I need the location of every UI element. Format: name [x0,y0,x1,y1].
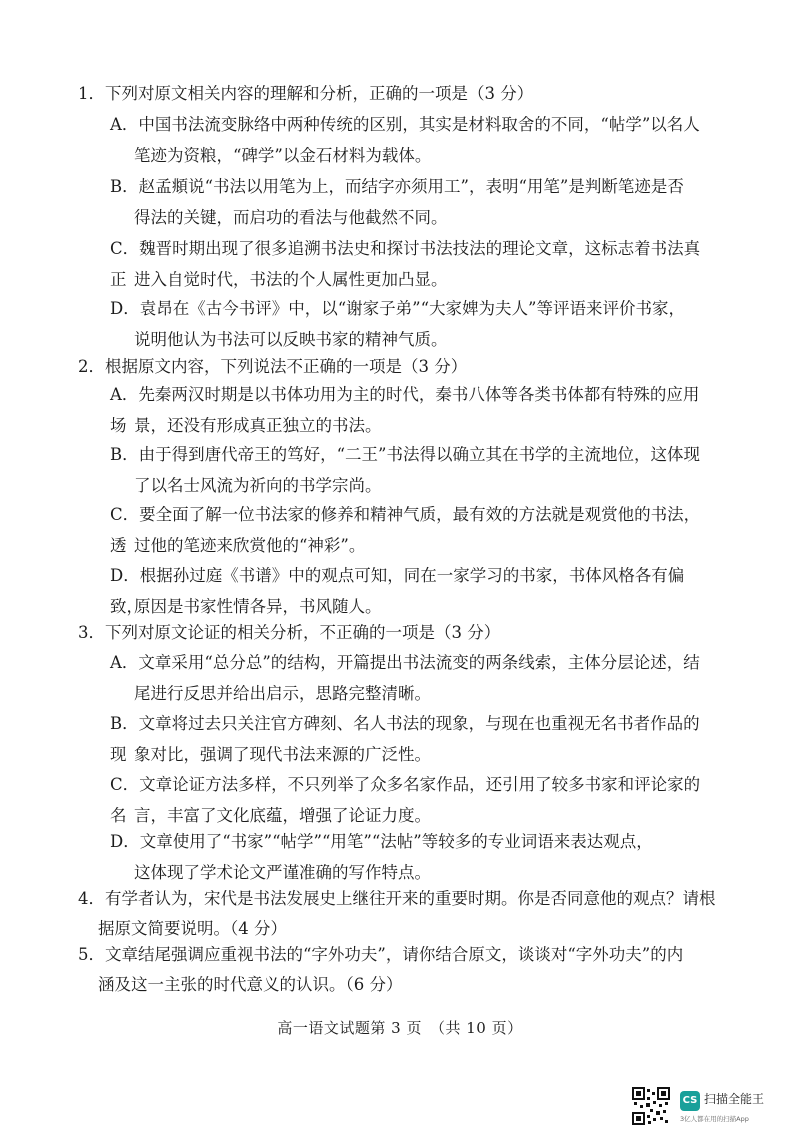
option-line-2: 原因是书家性情各异，书风随人。 [134,596,382,616]
option-line-2: 说明他认为书法可以反映书家的精神气质。 [134,329,448,349]
option-line-2: 这体现了学术论文严谨准确的写作特点。 [134,862,431,882]
option-line-1: C．文章论证方法多样，不只列举了众多名家作品，还引用了较多书家和评论家的名 [110,775,701,825]
option-line-2: 了以名士风流为祈向的书学宗尚。 [134,475,382,495]
option-line-2: 言，丰富了文化底蕴，增强了论证力度。 [134,805,431,825]
question-2-option-d [110,561,710,622]
question-3-option-d [110,827,710,882]
option-line-1: B．赵孟頫说“书法以用笔为上，而结字亦须用工”，表明“用笔”是判断笔迹是否 [110,177,684,196]
question-2-option-b [110,440,710,495]
option-line-1: B．由于得到唐代帝王的笃好，“二王”书法得以确立其在书学的主流地位，这体现 [110,445,700,464]
option-line-2: 笔迹为资粮，“碑学”以金石材料为载体。 [134,145,432,165]
option-line-2: 象对比，强调了现代书法来源的广泛性。 [134,744,431,764]
option-line-2: 得法的关键，而启功的看法与他截然不同。 [134,207,448,227]
brand-tagline: 3亿人都在用的扫描App [680,1115,749,1123]
question-3-option-c [110,770,710,831]
question-1-option-c [110,234,710,295]
option-line-2: 尾进行反思并给出启示，思路完整清晰。 [134,683,431,703]
option-line-2: 进入自觉时代，书法的个人属性更加凸显。 [134,269,448,289]
option-line-1: D．根据孙过庭《书谱》中的观点可知，同在一家学习的书家，书体风格各有偏致， [110,566,685,616]
option-line-1: A．中国书法流变脉络中两种传统的区别，其实是材料取舍的不同，“帖学”以名人 [110,115,700,134]
option-line-2: 景，还没有形成真正独立的书法。 [134,415,382,435]
question-3-stem: 3．下列对原文论证的相关分析，不正确的一项是（3 分） [78,623,501,642]
question-2-option-c [110,500,710,561]
question-2-stem: 2．根据原文内容，下列说法不正确的一项是（3 分） [78,357,468,376]
question-1-stem: 1．下列对原文相关内容的理解和分析，正确的一项是（3 分） [78,84,534,103]
page-footer: 高一语文试题第 3 页 （共 10 页） [277,1019,523,1037]
question-2-option-a [110,380,710,441]
question-line-1: 4．有学者认为，宋代是书法发展史上继往开来的重要时期。你是否同意他的观点？请根 [78,889,716,908]
qr-code-icon [632,1087,670,1125]
question-3-option-b [110,709,710,770]
option-line-1: D．文章使用了“书家”“帖学”“用笔”“法帖”等较多的专业词语来表达观点， [110,832,653,851]
question-3-option-a [110,648,710,703]
question-4-stem [78,884,728,944]
option-line-1: A．文章采用“总分总”的结构，开篇提出书法流变的两条线索，主体分层论述，结 [110,653,700,672]
scanner-watermark [632,1087,772,1127]
option-line-1: D．袁昂在《古今书评》中，以“谢家子弟”“大家婢为夫人”等评语来评价书家， [110,299,685,318]
option-line-1: C．要全面了解一位书法家的修养和精神气质，最有效的方法就是观赏他的书法，透 [110,505,701,555]
question-1-option-d [110,294,710,349]
option-line-1: C．魏晋时期出现了很多追溯书法史和探讨书法技法的理论文章，这标志着书法真正 [110,239,701,289]
question-1-option-b [110,172,710,227]
option-line-2: 过他的笔迹来欣赏他的“神彩”。 [134,535,366,555]
question-1-option-a [110,110,710,165]
camscanner-logo-icon: CS [680,1091,700,1111]
brand-name: 扫描全能王 [704,1092,765,1106]
question-line-2: 据原文简要说明。（4 分） [98,919,287,938]
question-5-stem [78,940,728,1000]
question-line-2: 涵及这一主张的时代意义的认识。（6 分） [98,975,403,994]
question-line-1: 5．文章结尾强调应重视书法的“字外功夫”，请你结合原文，谈谈对“字外功夫”的内 [78,945,684,964]
option-line-1: B．文章将过去只关注官方碑刻、名人书法的现象，与现在也重视无名书者作品的现 [110,714,700,764]
option-line-1: A．先秦两汉时期是以书体功用为主的时代，秦书八体等各类书体都有特殊的应用场 [110,385,700,435]
